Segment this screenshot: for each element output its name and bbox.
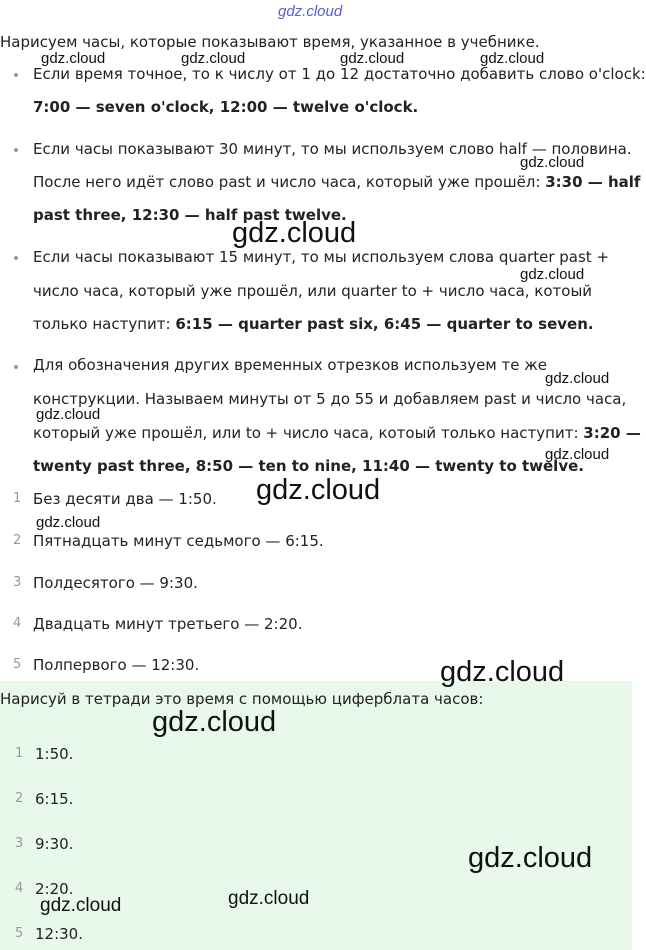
bullet-line — [33, 66, 646, 82]
bullet-line — [33, 249, 609, 265]
bullet-line — [33, 174, 640, 190]
list-number: 3 — [13, 575, 22, 590]
list-item: Пятнадцать минут седьмого — 6:15. — [33, 532, 324, 550]
example-text: past three, 12:30 — half past twelve. — [33, 206, 347, 224]
rule-text: конструкции. Называем минуты от 5 до 55 и добавляем past и число часа, — [33, 390, 627, 408]
watermark: gdz.cloud — [228, 888, 310, 909]
list-number: 5 — [13, 657, 22, 672]
watermark: gdz.cloud — [340, 50, 405, 67]
watermark: gdz.cloud — [152, 706, 277, 738]
watermark: gdz.cloud — [40, 895, 122, 916]
bullet-line — [33, 316, 594, 332]
example-text: 3:30 — half — [545, 173, 641, 191]
list-number: 1 — [13, 491, 22, 506]
watermark: gdz.cloud — [480, 50, 545, 67]
rule-text: число часа, который уже прошёл, или quarter to + число часа, котоый — [33, 282, 593, 300]
bullet-line — [33, 458, 584, 474]
bullet-dot — [14, 256, 18, 260]
bullet-line — [33, 391, 626, 407]
watermark: gdz.cloud — [41, 50, 106, 67]
watermark: gdz.cloud — [520, 266, 585, 283]
bullet-line — [33, 283, 592, 299]
watermark: gdz.cloud — [520, 154, 585, 171]
example-text: 7:00 — seven o'clock, 12:00 — twelve o'clock. — [33, 98, 419, 116]
example-text: twenty past three, 8:50 — ten to nine, 11:40 — twenty to twelve. — [33, 457, 584, 475]
answer-number: 3 — [15, 836, 24, 851]
watermark: gdz.cloud — [36, 406, 101, 423]
bullet-line — [33, 357, 547, 373]
rule-text: Для обозначения других временных отрезков используем те же — [33, 356, 547, 374]
rule-text: Если часы показывают 30 минут, то мы используем слово half — половина. — [33, 140, 632, 158]
rule-text: Если часы показывают 15 минут, то мы используем слова quarter past + — [33, 248, 610, 266]
bullet-dot — [14, 148, 18, 152]
answer-item: 12:30. — [35, 925, 83, 943]
bullet-line — [33, 141, 632, 157]
list-item: Полпервого — 12:30. — [33, 656, 200, 674]
answer-item: 9:30. — [35, 835, 74, 853]
watermark: gdz.cloud — [468, 842, 593, 874]
watermark: gdz.cloud — [545, 446, 610, 463]
watermark: gdz.cloud — [36, 514, 101, 531]
bullet-line — [33, 425, 641, 441]
bullet-dot — [14, 73, 18, 77]
watermark: gdz.cloud — [256, 474, 381, 506]
example-text: 3:20 — — [583, 424, 641, 442]
bullet-line — [33, 99, 418, 115]
watermark: gdz.cloud — [440, 656, 565, 688]
list-item: Двадцать минут третьего — 2:20. — [33, 615, 303, 633]
rule-text: Если время точное, то к числу от 1 до 12 достаточно добавить слово o'clock: — [33, 65, 646, 83]
list-number: 4 — [13, 616, 22, 631]
answer-number: 4 — [15, 881, 24, 896]
rule-text: только наступит: — [33, 315, 176, 333]
rule-text: После него идёт слово past и число часа, который уже прошёл: — [33, 173, 546, 191]
rule-text: который уже прошёл, или to + число часа, котоый только наступит: — [33, 424, 584, 442]
bullet-line — [33, 207, 347, 223]
list-item: Полдесятого — 9:30. — [33, 574, 198, 592]
watermark: gdz.cloud — [545, 370, 610, 387]
answer-number: 2 — [15, 791, 24, 806]
answer-item: 1:50. — [35, 745, 74, 763]
answer-item: 2:20. — [35, 880, 74, 898]
watermark: gdz.cloud — [278, 3, 343, 20]
watermark: gdz.cloud — [232, 217, 357, 249]
watermark: gdz.cloud — [181, 50, 246, 67]
task-text: Нарисуй в тетради это время с помощью циферблата часов: — [0, 690, 484, 708]
answer-number: 1 — [15, 746, 24, 761]
answer-item: 6:15. — [35, 790, 74, 808]
example-text: 6:15 — quarter past six, 6:45 — quarter to seven. — [175, 315, 594, 333]
list-number: 2 — [13, 533, 22, 548]
list-item: Без десяти два — 1:50. — [33, 490, 217, 508]
intro-text: Нарисуем часы, которые показывают время, указанное в учебнике. — [0, 33, 540, 51]
bullet-dot — [14, 365, 18, 369]
answer-number: 5 — [15, 926, 24, 941]
